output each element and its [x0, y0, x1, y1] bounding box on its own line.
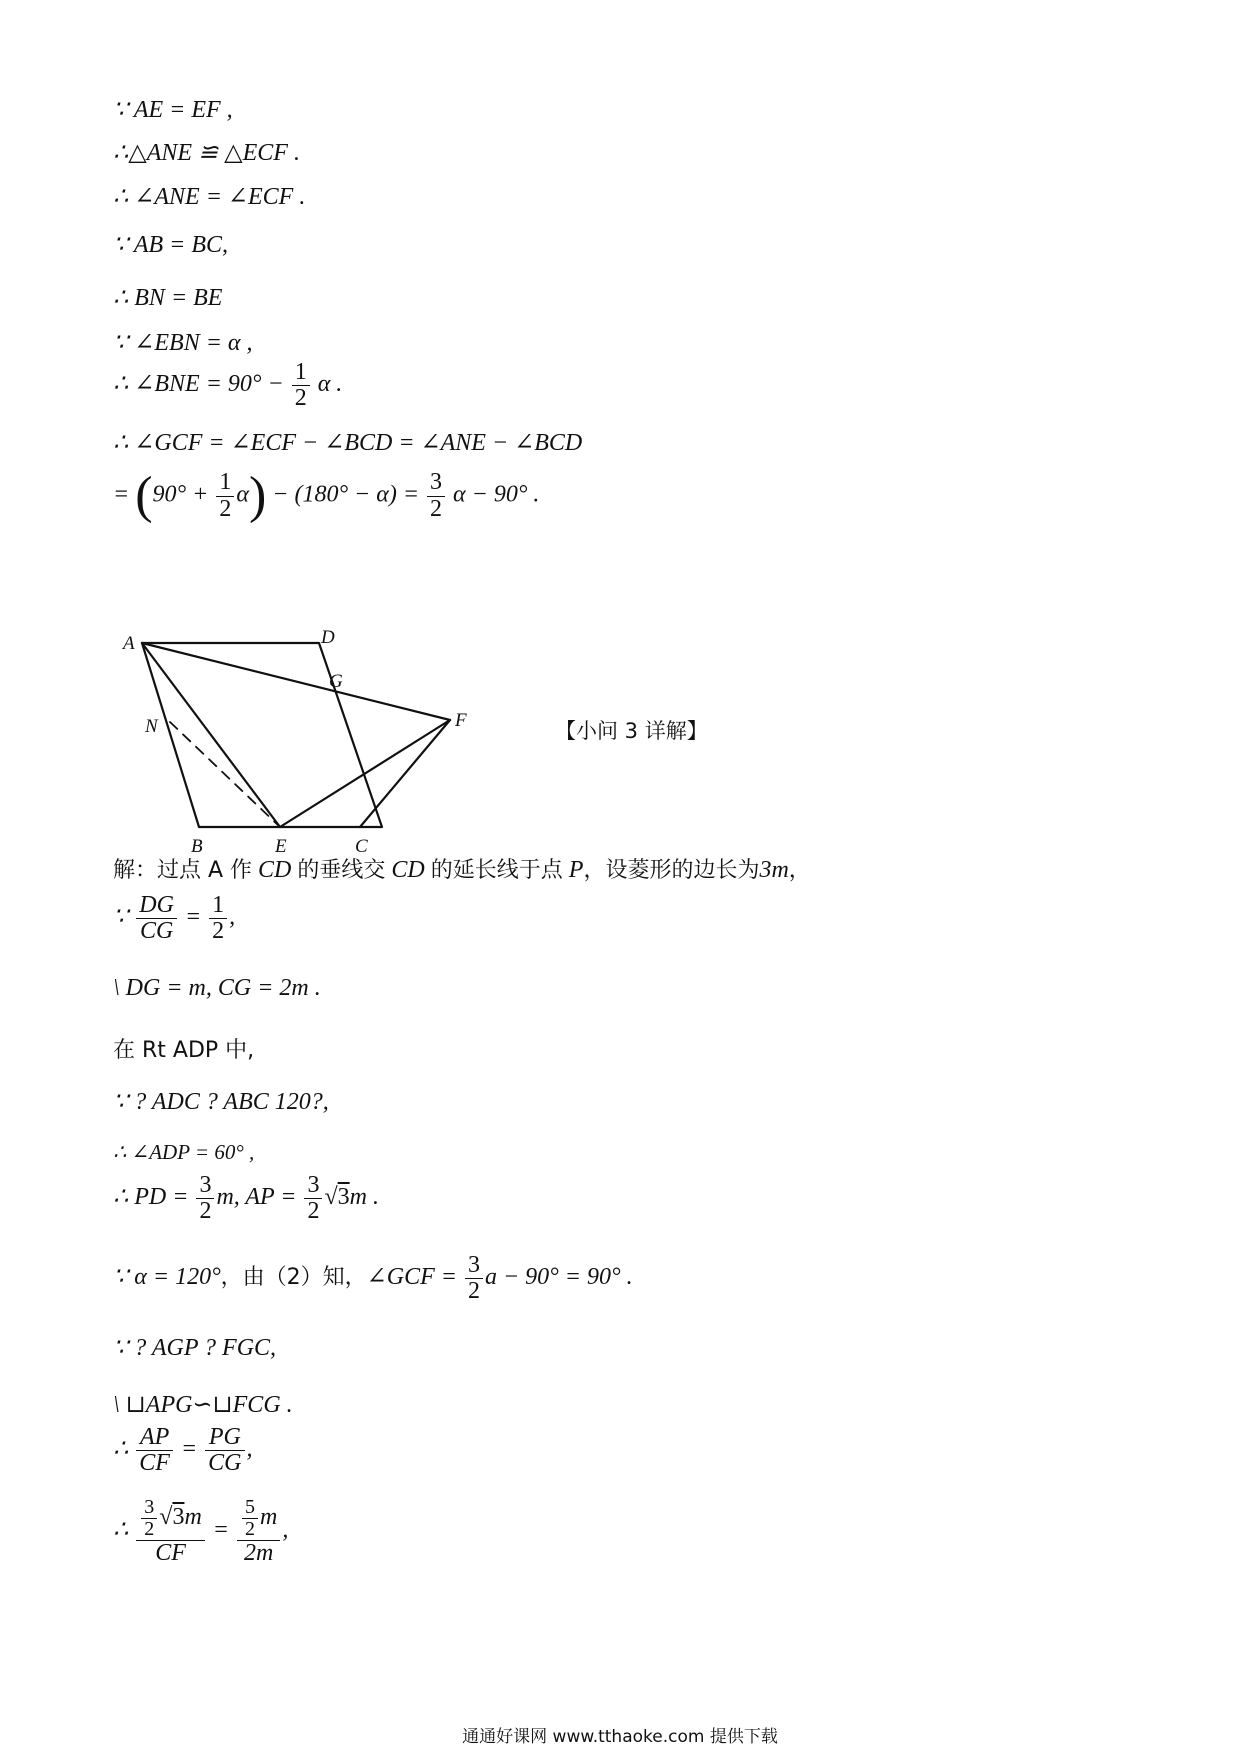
math-text: ∴ ∠GCF = ∠ECF − ∠BCD = ∠ANE − ∠BCD [113, 430, 583, 456]
math-text: ∴ [113, 1436, 129, 1463]
proof-line [113, 1425, 253, 1476]
numerator: 1 [216, 470, 234, 496]
numerator: 3 [141, 1497, 157, 1519]
fraction [427, 470, 445, 521]
cn-text: 在 Rt ADP 中, [113, 1038, 255, 1063]
numerator: 3 [465, 1253, 483, 1279]
math-text: α − 90° . [453, 481, 540, 508]
fraction [209, 893, 227, 944]
fraction [205, 1425, 244, 1476]
cn-text: 的延长线于点 [430, 858, 563, 883]
math-text: 3m [759, 857, 789, 883]
math-text: ∴ BN = BE [113, 285, 223, 311]
fraction [141, 1497, 157, 1540]
denominator: 2 [245, 1518, 255, 1540]
math-text: ∴△ANE ≌ △ECF . [113, 140, 300, 166]
proof-line [113, 1140, 254, 1165]
compound-fraction [136, 1497, 205, 1566]
denominator: 2 [199, 1198, 212, 1225]
fraction [216, 470, 234, 521]
math-text: ∴ ∠BNE = 90° − [113, 371, 284, 398]
fraction [465, 1253, 483, 1304]
label-N: N [145, 716, 158, 737]
math-text: ∵ AE = EF , [113, 97, 233, 123]
math-text: ∴ ∠ANE = ∠ECF . [113, 184, 306, 210]
math-text: CD [391, 857, 425, 883]
segment-AF [142, 643, 450, 720]
proof-line [113, 853, 811, 884]
math-text: \ ⊔APG∽⊔FCG . [113, 1392, 293, 1418]
math-text: − (180° − α) = [272, 481, 420, 508]
math-text: = [212, 1517, 229, 1544]
math-text: \ DG = m, CG = 2m . [113, 975, 321, 1001]
proof-line [113, 230, 228, 259]
denominator: 2 [212, 918, 225, 945]
proof-line [113, 1333, 276, 1362]
math-text: = [184, 904, 202, 931]
label-E: E [275, 836, 287, 857]
fraction [292, 360, 310, 411]
denominator: CG [208, 1450, 242, 1477]
proof-line [113, 360, 342, 411]
math-text: P [568, 857, 584, 883]
math-text: , [229, 904, 236, 931]
numerator: 3 [427, 470, 445, 496]
label-F: F [455, 710, 467, 731]
math-text: ∵ α = 120° [113, 1264, 221, 1291]
right-paren: ) [248, 467, 267, 524]
numerator: 1 [209, 893, 227, 919]
segment-EF [280, 720, 450, 827]
proof-line [113, 467, 540, 524]
compound-denominator: CF [155, 1540, 186, 1566]
proof-line [113, 283, 222, 312]
math-text: = [180, 1436, 198, 1463]
math-text: CD [258, 857, 292, 883]
compound-numerator [136, 1497, 205, 1541]
math-text: ∵ ∠EBN = α , [113, 330, 253, 356]
math-text: 90° + [152, 481, 209, 508]
proof-line [113, 1087, 329, 1116]
sqrt-sign: √ [324, 1184, 338, 1211]
cn-text: 解：过点 A 作 [113, 858, 253, 883]
rhombus-figure [115, 625, 535, 857]
math-text: ∴ ∠ADP = 60° , [113, 1140, 255, 1164]
denominator: CF [139, 1450, 170, 1477]
cn-text: 的垂线交 [297, 858, 386, 883]
proof-line [113, 428, 582, 457]
compound-fraction [237, 1497, 280, 1566]
proof-line [113, 1253, 633, 1304]
math-text: ∵ ? ADC ? ABC 120?, [113, 1089, 329, 1115]
left-paren: ( [135, 467, 153, 524]
sqrt-radicand: 3 [172, 1504, 185, 1531]
proof-line [113, 893, 235, 944]
sqrt-radicand: 3 [337, 1184, 350, 1211]
label-C: C [355, 836, 368, 857]
label-D: D [321, 627, 335, 648]
math-text: ∵ ? AGP ? FGC, [113, 1335, 277, 1361]
math-text: ∵ AB = BC, [113, 232, 229, 258]
math-text: a − 90° = 90° . [484, 1264, 633, 1291]
proof-line [113, 1033, 254, 1064]
math-text: m [184, 1504, 202, 1531]
math-text: ∠GCF = [366, 1264, 457, 1291]
math-text: ∴ [113, 1517, 129, 1544]
math-text: , [246, 1436, 253, 1463]
compound-denominator: 2m [244, 1540, 274, 1566]
numerator: 3 [304, 1173, 322, 1199]
cn-text: ， [788, 858, 811, 883]
compound-numerator [237, 1497, 280, 1541]
denominator: 2 [430, 495, 443, 522]
segment-AE [142, 643, 280, 827]
fraction [242, 1497, 258, 1540]
cn-text: ，由（2）知， [220, 1265, 367, 1291]
segment-CF [360, 720, 450, 827]
proof-line [113, 1497, 288, 1566]
proof-line [113, 138, 300, 167]
math-text: m [260, 1504, 278, 1531]
numerator: AP [136, 1425, 173, 1451]
segment-NE-dashed [170, 722, 280, 827]
numerator: 1 [292, 360, 310, 386]
fraction [136, 893, 177, 944]
proof-line [113, 975, 321, 1002]
fraction [304, 1173, 322, 1224]
proof-line [113, 182, 305, 211]
label-A: A [123, 633, 135, 654]
proof-line [113, 1390, 293, 1419]
denominator: CG [139, 918, 174, 945]
page-footer: 通通好课网 www.tthaoke.com 提供下载 [462, 1727, 778, 1747]
proof-line [113, 1173, 379, 1224]
denominator: 2 [467, 1278, 480, 1305]
numerator: 5 [242, 1497, 258, 1519]
subquestion-heading: 【小问 3 详解】 [555, 719, 708, 743]
cn-text: ，设菱形的边长为 [583, 858, 760, 883]
math-text: α . [317, 371, 343, 398]
denominator: 2 [294, 385, 307, 412]
math-text: = [113, 481, 136, 508]
numerator: DG [136, 893, 177, 919]
math-text: α [236, 481, 249, 508]
denominator: 2 [144, 1518, 155, 1540]
denominator: 2 [307, 1198, 320, 1225]
numerator: 3 [196, 1173, 214, 1199]
math-text: m, AP = [216, 1184, 297, 1211]
label-G: G [329, 671, 343, 692]
fraction [196, 1173, 214, 1224]
proof-line [113, 328, 253, 357]
math-text: , [282, 1517, 289, 1544]
label-B: B [191, 836, 203, 857]
proof-line [113, 95, 233, 124]
math-text: ∴ PD = [113, 1184, 189, 1211]
math-text: ∵ [113, 904, 129, 931]
sqrt-sign: √ [159, 1504, 173, 1531]
denominator: 2 [219, 495, 232, 522]
fraction [136, 1425, 173, 1476]
math-text: m . [349, 1184, 379, 1211]
rhombus-outline [142, 643, 382, 827]
numerator: PG [205, 1425, 244, 1451]
